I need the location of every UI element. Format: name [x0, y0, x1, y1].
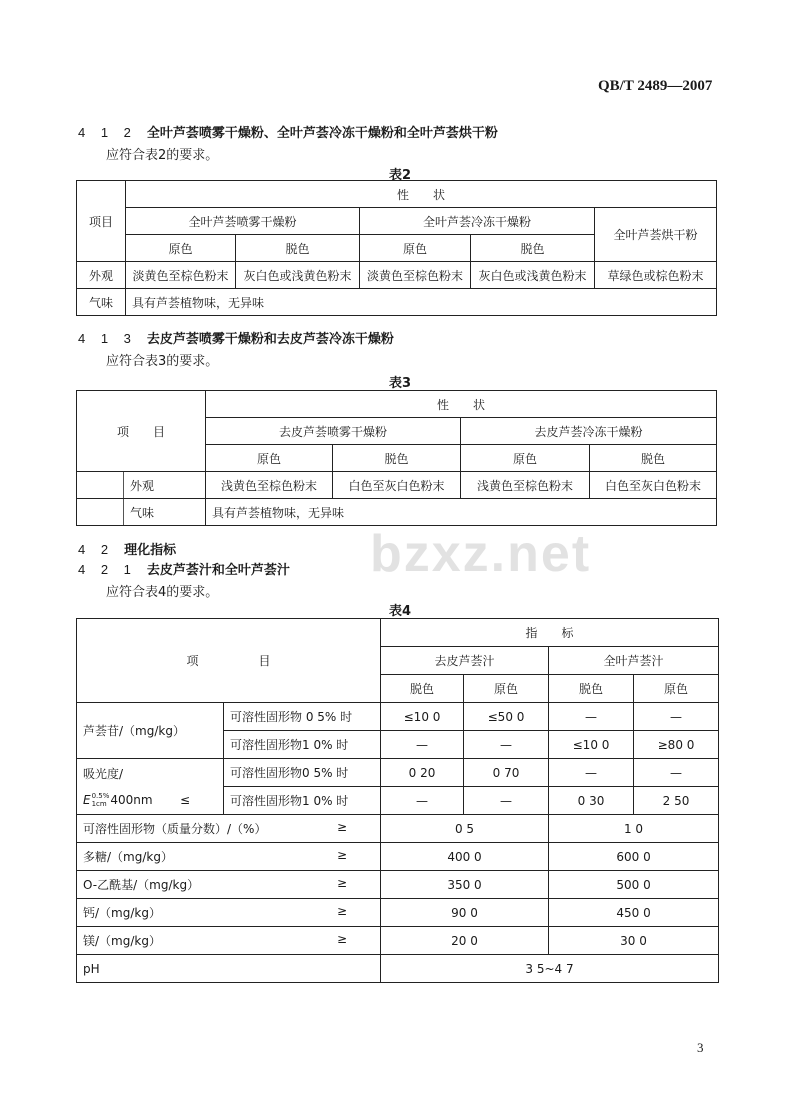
header-group: 指 标 — [381, 619, 719, 647]
table-row — [77, 871, 719, 899]
header-product: 去皮芦荟喷雾干燥粉 — [206, 418, 461, 445]
cell: 90 0 — [381, 899, 549, 927]
cell: 0 30 — [549, 787, 634, 815]
clause-title: 全叶芦荟喷雾干燥粉、全叶芦荟冷冻干燥粉和全叶芦荟烘干粉 — [146, 126, 498, 141]
cell: 具有芦荟植物味，无异味 — [126, 289, 717, 316]
clause-title: 去皮芦荟喷雾干燥粉和去皮芦荟冷冻干燥粉 — [146, 332, 394, 347]
condition: 可溶性固形物0 5% 时 — [224, 759, 381, 787]
table-row — [77, 759, 719, 787]
clause-number: 4 1 3 — [78, 331, 137, 346]
standard-number: QB/T 2489—2007 — [598, 78, 713, 94]
header-sub: 原色 — [461, 445, 590, 472]
row-label — [77, 899, 381, 927]
cell: 600 0 — [549, 843, 719, 871]
label-text: O-乙酰基/（mg/kg） — [83, 878, 200, 892]
header-sub: 原色 — [360, 235, 471, 262]
cell: 淡黄色至棕色粉末 — [126, 262, 236, 289]
clause-4-2-1 — [78, 559, 290, 578]
page-number: 3 — [697, 1040, 704, 1055]
cell: 500 0 — [549, 871, 719, 899]
row-label: 气味 — [124, 499, 206, 526]
cell: 淡黄色至棕色粉末 — [360, 262, 471, 289]
row-label — [77, 843, 381, 871]
cell: ≥80 0 — [634, 731, 719, 759]
table-row — [77, 499, 717, 526]
header-sub: 原色 — [464, 675, 549, 703]
table-row — [77, 899, 719, 927]
cell: ≤50 0 — [464, 703, 549, 731]
header-product: 全叶芦荟喷雾干燥粉 — [126, 208, 360, 235]
comparator: ≥ — [336, 904, 348, 918]
header-product: 全叶芦荟冷冻干燥粉 — [360, 208, 595, 235]
row-label — [77, 927, 381, 955]
comparator: ≤ — [179, 792, 190, 807]
label-text: 钙/（mg/kg） — [83, 906, 161, 920]
cell: 1 0 — [549, 815, 719, 843]
cell: — — [464, 731, 549, 759]
row-label: 气味 — [77, 289, 126, 316]
condition: 可溶性固形物1 0% 时 — [224, 787, 381, 815]
clause-title: 理化指标 — [124, 543, 177, 558]
condition: 可溶性固形物1 0% 时 — [224, 731, 381, 759]
cell: 400 0 — [381, 843, 549, 871]
cell: 450 0 — [549, 899, 719, 927]
cell: ≤10 0 — [381, 703, 464, 731]
cell: — — [549, 759, 634, 787]
comparator: ≥ — [336, 820, 348, 834]
clause-text: 应符合表3的要求。 — [106, 354, 219, 369]
header-group: 性 状 — [126, 181, 717, 208]
clause-4-1-3 — [78, 328, 394, 347]
watermark: bzxz.net — [370, 525, 592, 583]
cell: — — [381, 787, 464, 815]
cell: 具有芦荟植物味，无异味 — [206, 499, 717, 526]
header-sub: 脱色 — [236, 235, 360, 262]
comparator: ≥ — [336, 848, 348, 862]
table2-title: 表2 — [388, 168, 412, 183]
table-row — [77, 262, 717, 289]
cell: 2 50 — [634, 787, 719, 815]
row-label — [77, 759, 224, 815]
row-label: pH — [77, 955, 381, 983]
cell: — — [634, 759, 719, 787]
cell: 白色至灰白色粉末 — [333, 472, 461, 499]
table-row — [77, 843, 719, 871]
formula-e: E — [83, 792, 91, 807]
label-text: 多糖/（mg/kg） — [83, 850, 173, 864]
header-sub: 脱色 — [590, 445, 717, 472]
clause-text: 应符合表4的要求。 — [106, 585, 219, 600]
table-row — [77, 703, 719, 731]
header-sub: 脱色 — [333, 445, 461, 472]
formula-sup: 0.5% — [91, 792, 110, 800]
absorbance-formula — [83, 787, 220, 813]
cell: 0 5 — [381, 815, 549, 843]
cell: — — [464, 787, 549, 815]
table3-title: 表3 — [388, 376, 412, 391]
header-product: 去皮芦荟汁 — [381, 647, 549, 675]
cell: 0 20 — [381, 759, 464, 787]
clause-4-1-2 — [78, 122, 498, 141]
table-row — [77, 955, 719, 983]
row-label — [77, 815, 381, 843]
header-sub: 脱色 — [471, 235, 595, 262]
row-label: 芦荟苷/（mg/kg） — [77, 703, 224, 759]
absorbance-label: 吸光度/ — [83, 766, 124, 781]
row-label: 外观 — [77, 262, 126, 289]
row-label: 外观 — [124, 472, 206, 499]
table-row — [77, 927, 719, 955]
header-product: 全叶芦荟烘干粉 — [595, 208, 717, 262]
formula-wavelength: 400nm — [110, 792, 153, 807]
clause-title: 去皮芦荟汁和全叶芦荟汁 — [146, 563, 290, 578]
table-row — [77, 815, 719, 843]
cell: 3 5~4 7 — [381, 955, 719, 983]
row-label — [77, 871, 381, 899]
header-item: 项目 — [77, 181, 126, 262]
header-group: 性 状 — [206, 391, 717, 418]
formula-indices — [92, 792, 110, 808]
cell: 灰白色或浅黄色粉末 — [471, 262, 595, 289]
table-2 — [76, 180, 717, 316]
header-item: 项 目 — [77, 391, 206, 472]
condition: 可溶性固形物 0 5% 时 — [224, 703, 381, 731]
cell: ≤10 0 — [549, 731, 634, 759]
header-sub: 原色 — [206, 445, 333, 472]
clause-text: 应符合表2的要求。 — [106, 148, 219, 163]
clause-4-2 — [78, 539, 176, 558]
table-3 — [76, 390, 717, 526]
cell: 灰白色或浅黄色粉末 — [236, 262, 360, 289]
clause-number: 4 1 2 — [78, 125, 137, 140]
cell: 0 70 — [464, 759, 549, 787]
label-text: 可溶性固形物（质量分数）/（%） — [83, 822, 267, 836]
header-sub: 原色 — [634, 675, 719, 703]
cell: — — [381, 731, 464, 759]
cell: 浅黄色至棕色粉末 — [461, 472, 590, 499]
header-sub: 脱色 — [549, 675, 634, 703]
cell: 30 0 — [549, 927, 719, 955]
cell: 草绿色或棕色粉末 — [595, 262, 717, 289]
label-text: 镁/（mg/kg） — [83, 934, 161, 948]
clause-number: 4 2 — [78, 542, 115, 557]
cell: — — [634, 703, 719, 731]
cell: 350 0 — [381, 871, 549, 899]
header-item: 项 目 — [77, 619, 381, 703]
cell: 20 0 — [381, 927, 549, 955]
comparator: ≥ — [336, 876, 348, 890]
table-4 — [76, 618, 719, 983]
header-sub: 脱色 — [381, 675, 464, 703]
header-sub: 原色 — [126, 235, 236, 262]
cell: 浅黄色至棕色粉末 — [206, 472, 333, 499]
header-product: 去皮芦荟冷冻干燥粉 — [461, 418, 717, 445]
table-row — [77, 472, 717, 499]
cell: 白色至灰白色粉末 — [590, 472, 717, 499]
comparator: ≥ — [336, 932, 348, 946]
table4-title: 表4 — [388, 604, 412, 619]
header-product: 全叶芦荟汁 — [549, 647, 719, 675]
clause-number: 4 2 1 — [78, 562, 137, 577]
table-row — [77, 289, 717, 316]
cell: — — [549, 703, 634, 731]
formula-sub: 1cm — [91, 800, 107, 808]
